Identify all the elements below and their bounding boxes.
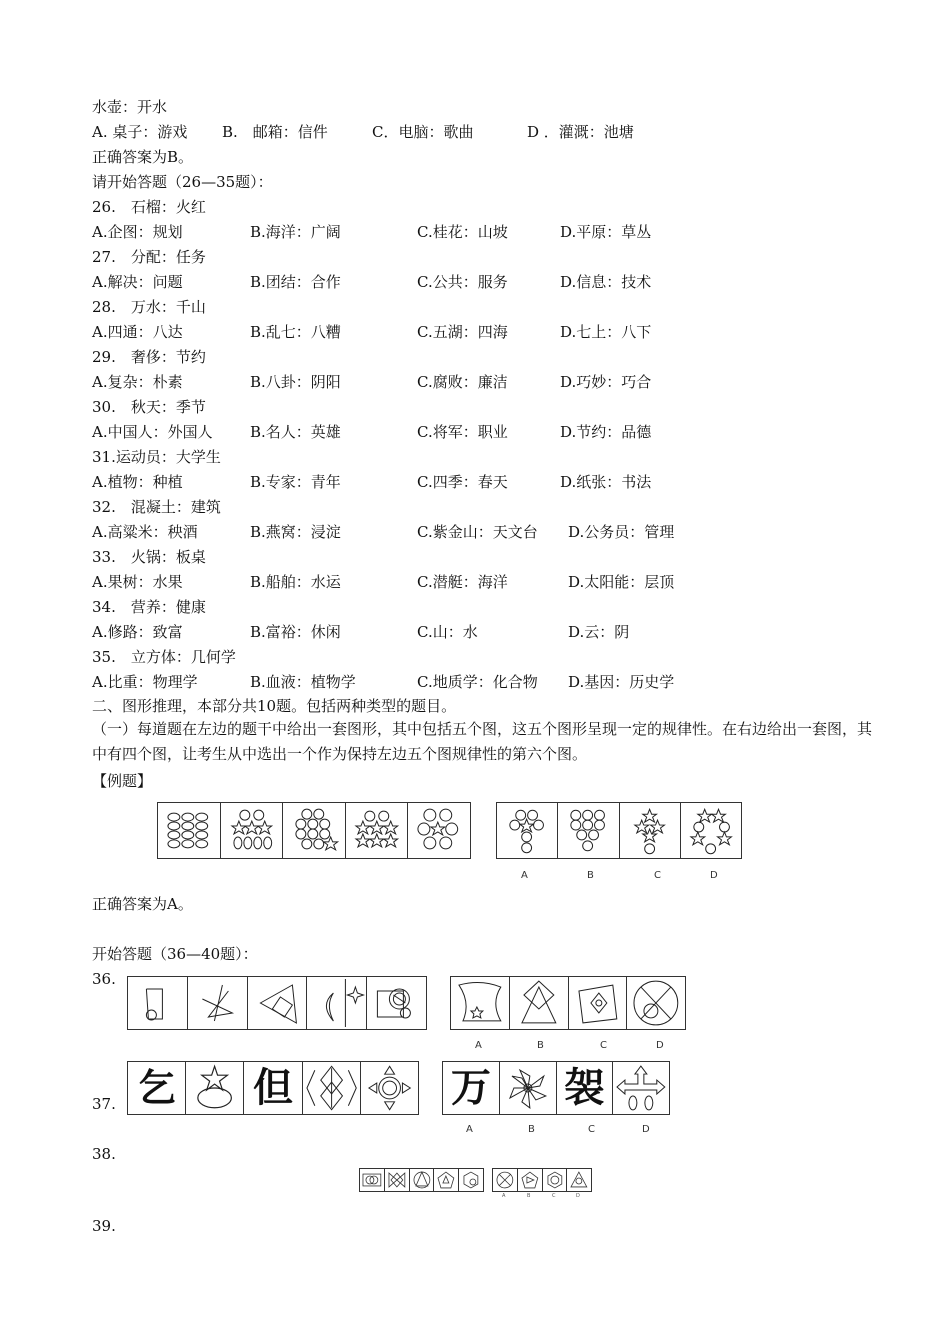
example-choice-a[interactable] <box>497 803 558 858</box>
question-option[interactable]: D.巧妙：巧合 <box>560 373 652 391</box>
q36-figure-2 <box>188 977 248 1029</box>
section-start-36-40: 开始答题（36—40题）： <box>92 945 258 963</box>
example-answer: 正确答案为B。 <box>92 148 194 166</box>
question-option[interactable]: C.紫金山：天文台 <box>417 523 538 541</box>
question-option[interactable]: D.基因：历史学 <box>568 673 675 691</box>
question-option[interactable]: C.腐败：廉洁 <box>417 373 508 391</box>
question-option[interactable]: C.桂花：山坡 <box>417 223 508 241</box>
q38-choice-b[interactable] <box>518 1169 543 1191</box>
q36-label-a: A <box>475 1040 482 1051</box>
question-option[interactable]: D.纸张：书法 <box>560 473 652 491</box>
example-figure-3 <box>283 803 346 858</box>
question-37-number: 37. <box>92 1095 116 1113</box>
q36-label-c: C <box>600 1040 607 1051</box>
question-stem: 30. 秋天：季节 <box>92 398 206 416</box>
q37-choice-c[interactable] <box>557 1062 614 1114</box>
question-option[interactable]: B.海洋：广阔 <box>250 223 341 241</box>
question-option[interactable]: B.血液：植物学 <box>250 673 356 691</box>
q37-figure-3 <box>244 1062 302 1114</box>
q37-question-figures <box>127 1061 419 1115</box>
example-figure-4 <box>346 803 409 858</box>
question-stem: 33. 火锅：板桌 <box>92 548 206 566</box>
question-option[interactable]: B.富裕：休闲 <box>250 623 341 641</box>
question-option[interactable]: D.太阳能：层顶 <box>568 573 675 591</box>
question-option[interactable]: A.比重：物理学 <box>92 673 198 691</box>
question-option[interactable]: A.果树：水果 <box>92 573 183 591</box>
q38-choice-c[interactable] <box>543 1169 568 1191</box>
example-stem: 水壶：开水 <box>92 98 168 116</box>
example-option-figures <box>496 802 742 859</box>
question-stem: 34. 营养：健康 <box>92 598 206 616</box>
q36-choice-d[interactable] <box>627 977 685 1029</box>
question-option[interactable]: B.名人：英雄 <box>250 423 341 441</box>
q36-choice-a[interactable] <box>451 977 510 1029</box>
example-question-figures <box>157 802 471 859</box>
q38-label-c: C <box>552 1193 556 1199</box>
question-36-number: 36. <box>92 970 116 988</box>
q37-choice-d[interactable] <box>613 1062 669 1114</box>
q37-choice-c-glyph: 袈 <box>564 1064 605 1111</box>
q37-glyph-3: 但 <box>253 1064 293 1111</box>
question-option[interactable]: D.平原：草丛 <box>560 223 652 241</box>
question-stem: 28. 万水：千山 <box>92 298 206 316</box>
example-figure-answer: 正确答案为A。 <box>92 895 193 913</box>
q36-label-d: D <box>656 1040 664 1051</box>
question-stem: 26. 石榴：火红 <box>92 198 206 216</box>
example-label-b: B <box>587 870 594 881</box>
question-stem: 27. 分配：任务 <box>92 248 206 266</box>
q38-figure-5 <box>459 1169 483 1191</box>
question-option[interactable]: A.植物：种植 <box>92 473 183 491</box>
q37-figure-1 <box>128 1062 186 1114</box>
q37-label-c: C <box>588 1124 595 1135</box>
example-choice-c[interactable] <box>620 803 681 858</box>
question-option[interactable]: B.八卦：阴阳 <box>250 373 341 391</box>
q38-label-b: B <box>527 1193 531 1199</box>
q37-choice-a-glyph: 万 <box>450 1064 491 1111</box>
question-option[interactable]: D.节约：品德 <box>560 423 652 441</box>
q37-label-d: D <box>642 1124 650 1135</box>
q36-question-figures <box>127 976 427 1030</box>
q38-figure-4 <box>434 1169 459 1191</box>
example-label-a: A <box>521 870 528 881</box>
question-option[interactable]: A.高粱米：秧酒 <box>92 523 198 541</box>
q38-figure-2 <box>385 1169 410 1191</box>
question-option[interactable]: A.修路：致富 <box>92 623 183 641</box>
q36-choice-c[interactable] <box>569 977 628 1029</box>
question-option[interactable]: D.云：阴 <box>568 623 630 641</box>
q38-figure-3 <box>410 1169 435 1191</box>
q37-figure-5 <box>361 1062 418 1114</box>
question-option[interactable]: B.船舶：水运 <box>250 573 341 591</box>
q36-figure-1 <box>128 977 188 1029</box>
q38-option-figures <box>492 1168 592 1192</box>
example-option-c: C．电脑：歌曲 <box>372 123 474 141</box>
question-stem: 29. 奢侈：节约 <box>92 348 206 366</box>
example-choice-b[interactable] <box>558 803 619 858</box>
question-option[interactable]: D.七上：八下 <box>560 323 652 341</box>
question-39-number: 39. <box>92 1217 116 1235</box>
q36-figure-3 <box>248 977 308 1029</box>
question-option[interactable]: C.山：水 <box>417 623 478 641</box>
example-label: 【例题】 <box>92 772 153 790</box>
example-figure-5 <box>408 803 470 858</box>
question-option[interactable]: C.地质学：化合物 <box>417 673 538 691</box>
question-option[interactable]: A.复杂：朴素 <box>92 373 183 391</box>
section-start-26-35: 请开始答题（26—35题）： <box>92 173 273 191</box>
q38-question-figures <box>359 1168 484 1192</box>
section2-title: 二、图形推理，本部分共10题。包括两种类型的题目。 <box>92 697 457 715</box>
q37-figure-4 <box>303 1062 361 1114</box>
question-option[interactable]: D.公务员：管理 <box>568 523 675 541</box>
question-option[interactable]: C.五湖：四海 <box>417 323 508 341</box>
q36-choice-b[interactable] <box>510 977 569 1029</box>
question-option[interactable]: C.将军：职业 <box>417 423 508 441</box>
q38-choice-a[interactable] <box>493 1169 518 1191</box>
example-option-a: A. 桌子：游戏 <box>92 123 188 141</box>
question-option[interactable]: C.公共：服务 <box>417 273 508 291</box>
question-stem: 32. 混凝土：建筑 <box>92 498 221 516</box>
question-option[interactable]: C.潜艇：海洋 <box>417 573 508 591</box>
q38-label-d: D <box>576 1193 580 1199</box>
q37-glyph-1: 乞 <box>137 1065 176 1110</box>
example-label-d: D <box>710 870 718 881</box>
question-option[interactable]: A.四通：八达 <box>92 323 183 341</box>
section2-description: （一）每道题在左边的题干中给出一套图形，其中包括五个图，这五个图形呈现一定的规律性。在右边给出一套图，其中有四个图，让考生从中选出一个作为保持左边五个图规律性的第六个图。 <box>92 720 873 763</box>
question-option[interactable]: B.专家：青年 <box>250 473 341 491</box>
question-option[interactable]: D.信息：技术 <box>560 273 652 291</box>
q36-label-b: B <box>537 1040 544 1051</box>
question-option[interactable]: A.企图：规划 <box>92 223 183 241</box>
question-option[interactable]: B.燕窝：浸淀 <box>250 523 341 541</box>
question-option[interactable]: C.四季：春天 <box>417 473 508 491</box>
example-figure-1 <box>158 803 221 858</box>
q37-choice-a[interactable] <box>443 1062 500 1114</box>
example-label-c: C <box>654 870 661 881</box>
question-option[interactable]: A.中国人：外国人 <box>92 423 213 441</box>
question-option[interactable]: B.团结：合作 <box>250 273 341 291</box>
question-stem: 35. 立方体：几何学 <box>92 648 236 666</box>
q37-choice-b[interactable] <box>500 1062 557 1114</box>
q38-label-a: A <box>502 1193 506 1199</box>
q36-option-figures <box>450 976 686 1030</box>
example-option-d: D ．灌溉：池塘 <box>527 123 634 141</box>
q37-label-a: A <box>466 1124 473 1135</box>
q38-figure-1 <box>360 1169 385 1191</box>
q38-choice-d[interactable] <box>567 1169 591 1191</box>
q37-label-b: B <box>528 1124 535 1135</box>
question-option[interactable]: B.乱七：八糟 <box>250 323 341 341</box>
question-38-number: 38. <box>92 1145 116 1163</box>
example-choice-d[interactable] <box>681 803 741 858</box>
example-figure-2 <box>221 803 284 858</box>
example-option-b: B. 邮箱：信件 <box>222 123 328 141</box>
question-option[interactable]: A.解决：问题 <box>92 273 183 291</box>
q37-figure-2 <box>186 1062 244 1114</box>
q36-figure-4 <box>307 977 367 1029</box>
q37-option-figures <box>442 1061 670 1115</box>
q36-figure-5 <box>367 977 426 1029</box>
question-stem: 31.运动员：大学生 <box>92 448 221 466</box>
